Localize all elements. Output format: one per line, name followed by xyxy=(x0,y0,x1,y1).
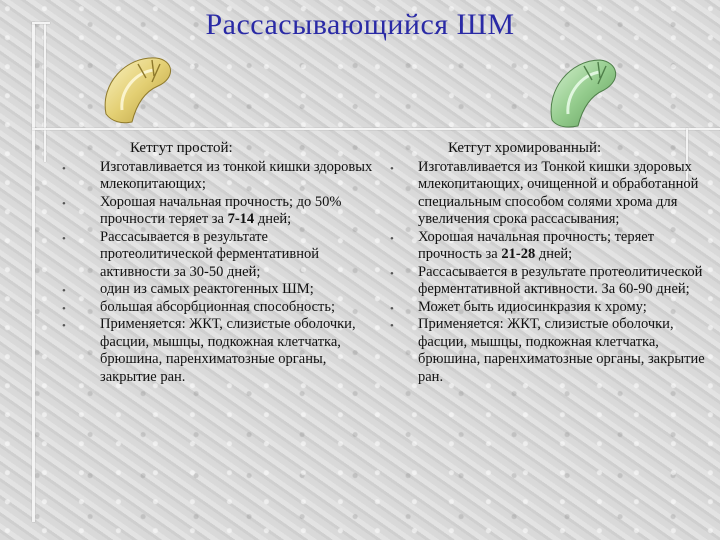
list-item: • Рассасывается в результате протеолитической ферментативной активности за 30-50 дней; xyxy=(62,228,319,280)
chromic-catgut-heading: Кетгут хромированный: xyxy=(448,140,602,156)
chromic-catgut-suture-icon xyxy=(540,48,624,132)
decorative-frame-line xyxy=(44,22,46,162)
bullet-icon: • xyxy=(390,320,394,332)
decorative-frame-line xyxy=(32,22,35,522)
list-item: • Может быть идиосинкразия к хрому; xyxy=(390,299,712,317)
bullet-icon: • xyxy=(62,302,66,315)
plain-catgut-suture-icon xyxy=(96,44,180,128)
bullet-icon: • xyxy=(62,232,66,245)
bullet-icon: • xyxy=(62,320,66,332)
list-item: • Рассасывается в результате протеолитической ферментативной активности. За 60-90 дней; xyxy=(390,263,703,297)
list-item: • Изготавливается из тонкой кишки здоровых млекопитающих; xyxy=(62,158,373,192)
decorative-frame-line xyxy=(32,22,50,24)
plain-catgut-list xyxy=(50,159,380,387)
list-item: • Изготавливается из Тонкой кишки здоровых млекопитающих, очищенной и обработанной специальным способом солями хрома для увеличения срока рассасывания; xyxy=(390,158,699,227)
bullet-icon: • xyxy=(62,285,66,297)
bullet-icon: • xyxy=(390,302,394,315)
list-item: • Хорошая начальная прочность; теряет прочность за 21-28 дней; xyxy=(390,228,655,262)
strength-loss-days: 7-14 xyxy=(227,211,255,227)
list-item: • один из самых реактогенных ШМ; xyxy=(50,281,380,299)
list-item: • большая абсорбционная способность; xyxy=(50,299,380,317)
plain-catgut-column xyxy=(50,140,380,386)
bullet-icon: • xyxy=(62,197,66,210)
bullet-icon: • xyxy=(390,232,394,245)
bullet-icon: • xyxy=(390,162,394,175)
chromic-catgut-column xyxy=(390,140,712,386)
bullet-icon: • xyxy=(62,162,66,175)
chromic-catgut-list xyxy=(390,159,712,387)
plain-catgut-heading: Кетгут простой: xyxy=(130,140,233,156)
list-item: • Применяется: ЖКТ, слизистые оболочки, фасции, мышцы, подкожная клетчатка, брюшина, паренхиматозные органы, закрытие ран. xyxy=(62,316,356,385)
list-item: • Хорошая начальная прочность; до 50% прочности теряет за 7-14 дней; xyxy=(62,193,342,227)
strength-loss-days: 21-28 xyxy=(501,246,536,262)
slide-title: Рассасывающийся ШМ xyxy=(205,8,515,41)
list-item: • Применяется: ЖКТ, слизистые оболочки, фасции, мышцы, подкожная клетчатка, брюшина, паренхиматозные органы, закрытие ран. xyxy=(390,316,705,385)
bullet-icon: • xyxy=(390,267,394,280)
